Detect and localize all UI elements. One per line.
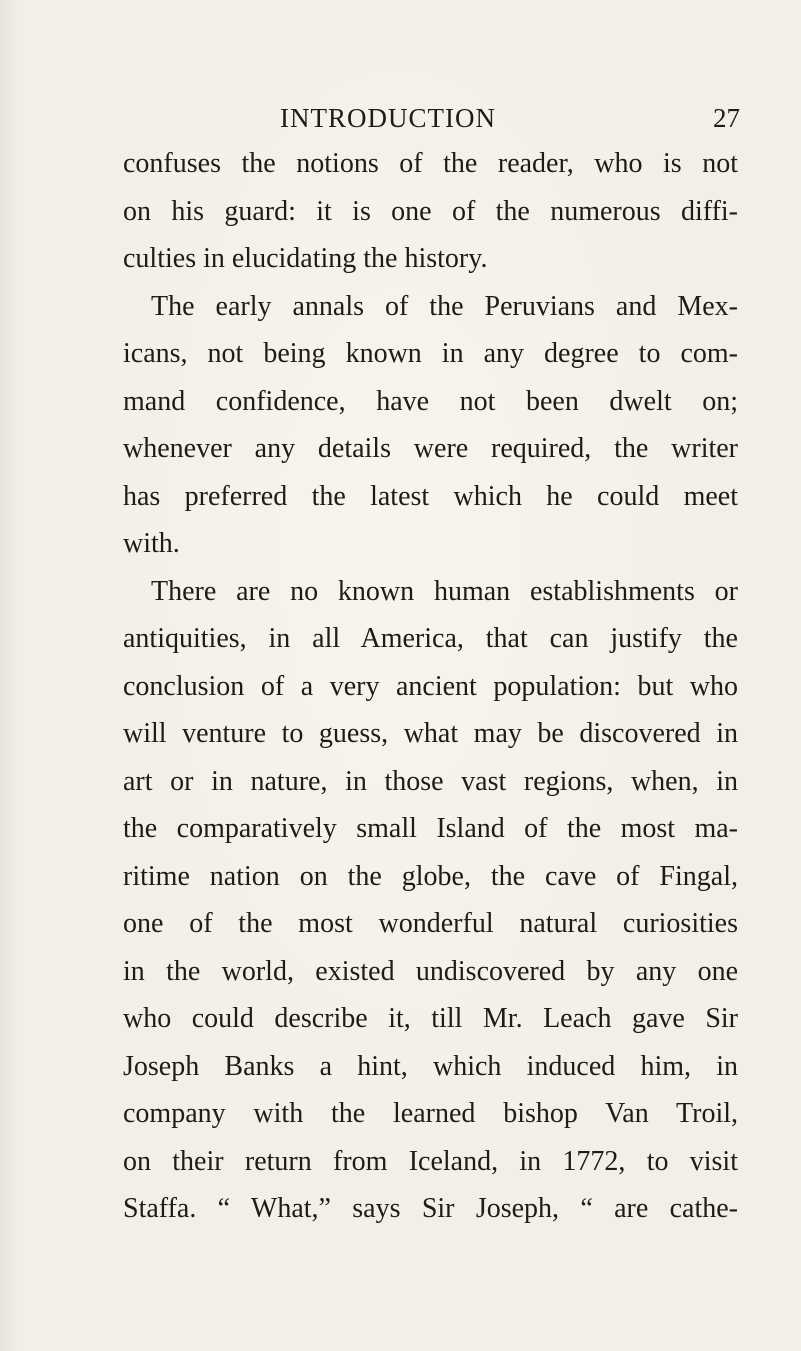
text-line: who could describe it, till Mr. Leach gave Sir: [123, 1003, 738, 1034]
text-line: has preferred the latest which he could meet: [123, 480, 738, 512]
running-head: INTRODUCTION: [280, 103, 496, 133]
text-line: antiquities, in all America, that can justify the: [123, 623, 738, 654]
text-line: culties in elucidating the history.: [123, 243, 488, 274]
text-line: company with the learned bishop Van Troil,: [123, 1098, 738, 1129]
text-line: ritime nation on the globe, the cave of Fingal,: [123, 860, 738, 892]
text-line: The early annals of the Peruvians and Mex-: [151, 290, 738, 322]
text-line: icans, not being known in any degree to com-: [123, 338, 738, 369]
text-line: There are no known human establishments or: [151, 575, 738, 607]
text-line: in the world, existed undiscovered by any one: [123, 955, 738, 987]
text-line: on his guard: it is one of the numerous diffi-: [123, 195, 738, 227]
page-number: 27: [713, 103, 740, 133]
text-line: with.: [123, 528, 180, 559]
text-line: Joseph Banks a hint, which induced him, in: [123, 1050, 738, 1082]
text-line: confuses the notions of the reader, who is not: [123, 148, 738, 179]
text-line: will venture to guess, what may be discovered in: [123, 718, 738, 749]
text-line: mand confidence, have not been dwelt on;: [123, 385, 738, 417]
body-text: [123, 140, 738, 1233]
text-line: art or in nature, in those vast regions, when, in: [123, 765, 738, 797]
page-header: [280, 98, 740, 138]
text-line: one of the most wonderful natural curiosities: [123, 908, 738, 939]
text-line: whenever any details were required, the writer: [123, 433, 738, 464]
text-line: on their return from Iceland, in 1772, to visit: [123, 1145, 738, 1177]
text-line: Staffa. “ What,” says Sir Joseph, “ are cathe-: [123, 1193, 738, 1224]
text-line: the comparatively small Island of the most ma-: [123, 813, 738, 844]
text-line: conclusion of a very ancient population: but who: [123, 670, 738, 702]
